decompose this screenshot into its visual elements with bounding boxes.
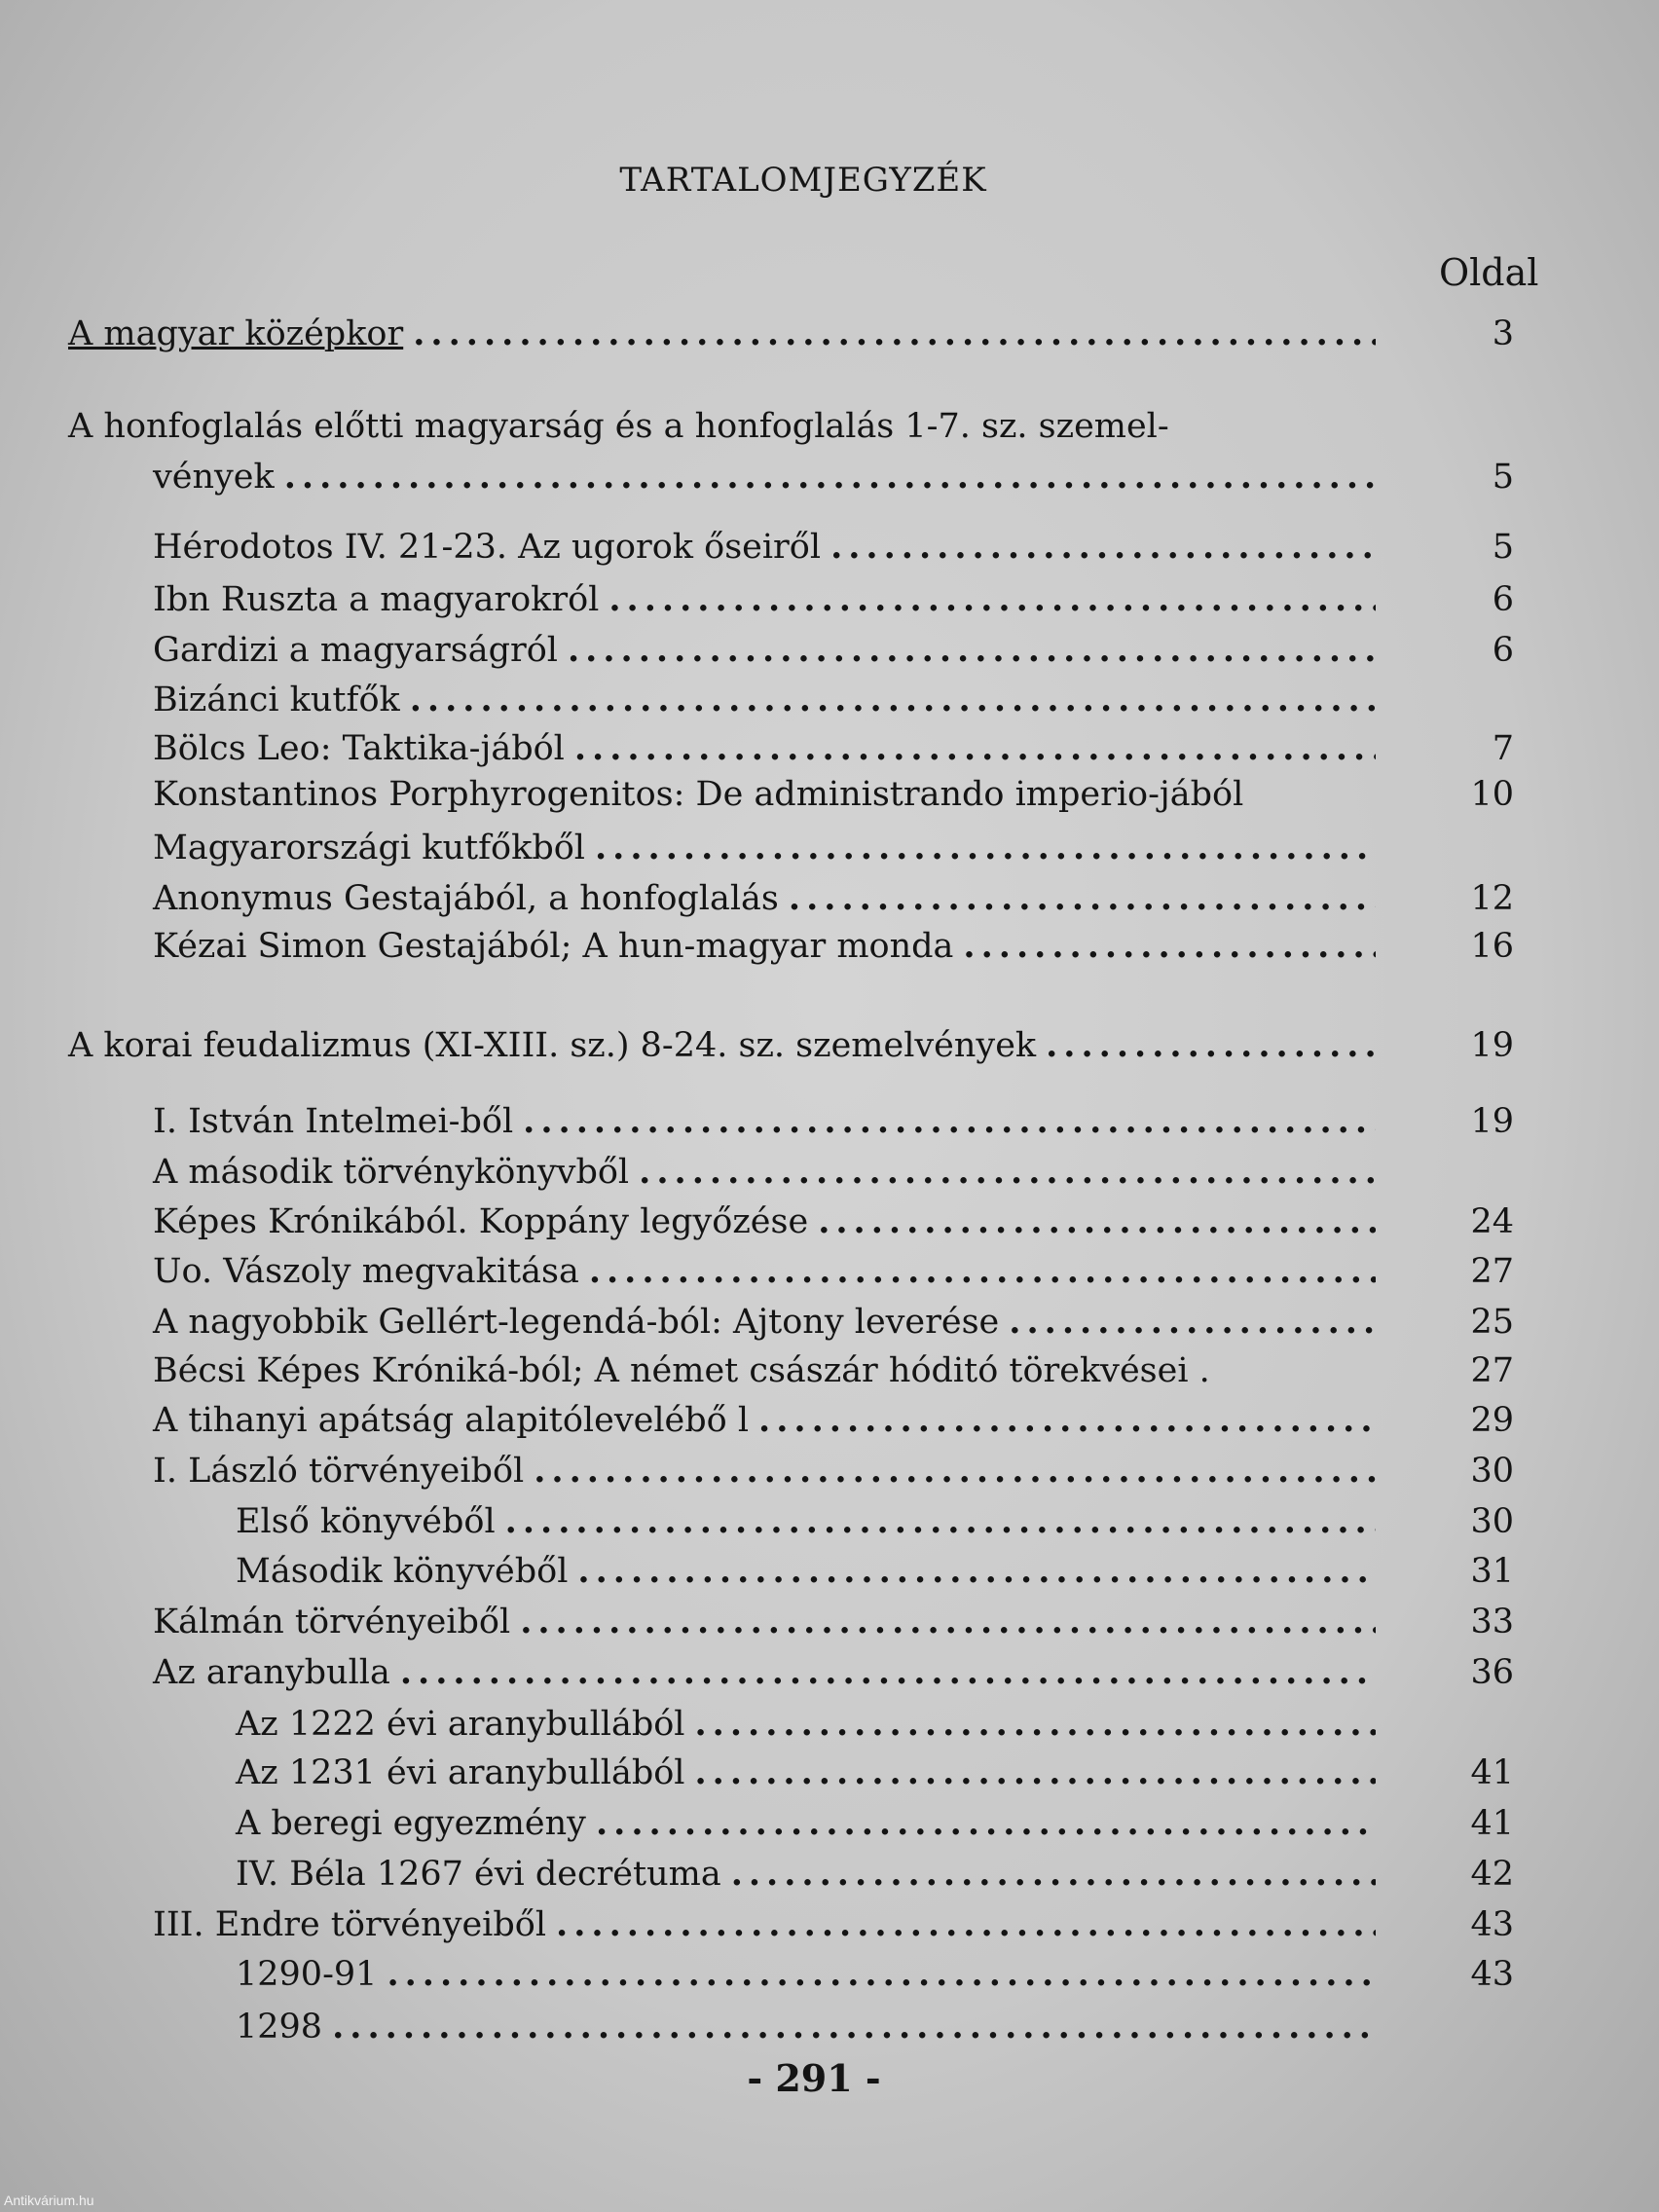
toc-entry: [153, 824, 1376, 872]
entry-page-number: 5: [1492, 528, 1514, 567]
entry-title: Gardizi a magyarságról: [153, 631, 558, 670]
entry-title: Az 1222 évi aranybullából: [236, 1705, 685, 1744]
entry-title: Az 1231 évi aranybullából: [236, 1753, 685, 1792]
entry-title: A magyar középkor: [68, 314, 404, 353]
toc-entry: [153, 626, 1376, 675]
entry-page-number: 42: [1470, 1855, 1514, 1894]
toc-entry: [68, 1021, 1376, 1070]
entry-title: Ibn Ruszta a magyarokról: [153, 580, 600, 619]
entry-title: Második könyvéből: [236, 1552, 569, 1591]
dot-leader: [574, 724, 1376, 773]
entry-title: Első könyvéből: [236, 1502, 496, 1541]
entry-page-number: 43: [1470, 1905, 1514, 1944]
toc-entry: [153, 1247, 1376, 1296]
page-number: - 291 -: [747, 2056, 881, 2100]
dot-leader: [577, 1547, 1376, 1596]
toc-entry: [153, 874, 1376, 923]
toc-entry: [153, 523, 1376, 571]
dot-leader: [963, 922, 1376, 971]
entry-page-number: 27: [1470, 1252, 1514, 1291]
dot-leader: [410, 676, 1376, 724]
entry-page-number: 27: [1470, 1351, 1514, 1390]
entry-title: A korai feudalizmus (XI-XIII. sz.) 8-24. sz. szemelvények: [68, 1026, 1037, 1065]
entry-page-number: 24: [1470, 1202, 1514, 1241]
toc-entry: [153, 1648, 1376, 1697]
entry-page-number: 30: [1470, 1502, 1514, 1541]
dot-leader: [534, 1447, 1376, 1495]
entry-page-number: 19: [1470, 1102, 1514, 1141]
toc-entry: [68, 310, 1376, 358]
dot-leader: [1046, 1021, 1376, 1070]
toc-entry: [153, 1346, 1210, 1395]
entry-title: Konstantinos Porphyrogenitos: De administrando imperio-jából: [153, 775, 1244, 814]
entry-title: Hérodotos IV. 21-23. Az ugorok őseiről: [153, 528, 822, 567]
entry-title: A honfoglalás előtti magyarság és a honfoglalás 1-7. sz. szemel-: [68, 407, 1169, 446]
dot-leader: [818, 1198, 1376, 1246]
dot-leader: [758, 1396, 1376, 1445]
entry-title: A tihanyi apátság alapitólevelébő l: [153, 1401, 750, 1440]
dot-leader: [596, 1799, 1376, 1848]
dot-leader: [731, 1850, 1376, 1899]
entry-title: 1298: [236, 2008, 323, 2046]
toc-entry: [153, 922, 1376, 971]
toc-entry: [153, 724, 1376, 773]
toc-entry: [236, 1850, 1376, 1899]
entry-page-number: 3: [1492, 314, 1514, 353]
entry-page-number: 25: [1470, 1303, 1514, 1342]
entry-page-number: 5: [1492, 458, 1514, 497]
dot-leader: [595, 824, 1376, 872]
toc-entry: [153, 1298, 1376, 1346]
toc-entry: [153, 1198, 1376, 1246]
entry-page-number: 33: [1470, 1603, 1514, 1641]
entry-page-number: 6: [1492, 580, 1514, 619]
entry-page-number: 10: [1470, 775, 1514, 814]
toc-entry: [153, 1097, 1376, 1146]
dot-leader: [695, 1700, 1377, 1749]
entry-page-number: 7: [1492, 729, 1514, 768]
page-title: TARTALOMJEGYZÉK: [619, 161, 987, 200]
entry-title: Bécsi Képes Króniká-ból; A német császár hóditó törekvései .: [153, 1351, 1210, 1390]
dot-leader: [830, 523, 1376, 571]
dot-leader: [568, 626, 1376, 675]
toc-entry: [153, 575, 1376, 624]
entry-title: vények: [153, 458, 275, 497]
entry-page-number: 12: [1470, 879, 1514, 918]
entry-page-number: 16: [1470, 927, 1514, 966]
entry-page-number: 19: [1470, 1026, 1514, 1065]
entry-title: A beregi egyezmény: [236, 1804, 586, 1843]
entry-title: Bizánci kutfők: [153, 681, 400, 719]
entry-title: IV. Béla 1267 évi decrétuma: [236, 1855, 721, 1894]
entry-page-number: 36: [1470, 1653, 1514, 1692]
dot-leader: [523, 1097, 1376, 1146]
dot-leader: [589, 1247, 1376, 1296]
toc-entry: [153, 1598, 1376, 1646]
dot-leader: [789, 874, 1376, 923]
entry-title: Bölcs Leo: Taktika-jából: [153, 729, 565, 768]
entry-title: Kálmán törvényeiből: [153, 1603, 511, 1641]
entry-title: A második törvénykönyvből: [153, 1153, 630, 1192]
entry-title: Uo. Vászoly megvakitása: [153, 1252, 579, 1291]
toc-entry: [153, 1148, 1376, 1197]
dot-leader: [639, 1148, 1376, 1197]
dot-leader: [1009, 1298, 1376, 1346]
toc-entry: [153, 1396, 1376, 1445]
toc-entry: [236, 1950, 1376, 1999]
entry-title: Kézai Simon Gestajából; A hun-magyar monda: [153, 927, 954, 966]
toc-entry: [236, 1547, 1376, 1596]
entry-page-number: 41: [1470, 1804, 1514, 1843]
toc-entry: [236, 1799, 1376, 1848]
dot-leader: [505, 1497, 1376, 1546]
toc-entry: [153, 1447, 1376, 1495]
dot-leader: [284, 453, 1376, 501]
entry-title: A nagyobbik Gellért-legendá-ból: Ajtony leverése: [153, 1303, 1000, 1342]
entry-title: 1290-91: [236, 1955, 378, 1994]
dot-leader: [387, 1950, 1376, 1999]
dot-leader: [413, 310, 1376, 358]
toc-entry: [236, 1700, 1376, 1749]
toc-entry: [153, 453, 1376, 501]
entry-title: Az aranybulla: [153, 1653, 390, 1692]
toc-entry: [153, 676, 1376, 724]
toc-entry: [236, 1749, 1376, 1797]
toc-entry: [236, 1497, 1376, 1546]
entry-page-number: 29: [1470, 1401, 1514, 1440]
entry-title: Képes Krónikából. Koppány legyőzése: [153, 1202, 809, 1241]
toc-entry: [153, 1900, 1376, 1949]
dot-leader: [400, 1648, 1376, 1697]
toc-entry: [68, 402, 1376, 451]
toc-entry: [236, 2003, 1376, 2051]
entry-title: Magyarországi kutfőkből: [153, 829, 585, 867]
entry-title: I. István Intelmei-ből: [153, 1102, 514, 1141]
entry-page-number: 43: [1470, 1955, 1514, 1994]
entry-page-number: 41: [1470, 1753, 1514, 1792]
entry-page-number: 6: [1492, 631, 1514, 670]
entry-page-number: 30: [1470, 1452, 1514, 1491]
dot-leader: [695, 1749, 1377, 1797]
entry-title: Anonymus Gestajából, a honfoglalás: [153, 879, 779, 918]
entry-title: I. László törvényeiből: [153, 1452, 525, 1491]
page-column-header: Oldal: [1439, 251, 1539, 294]
dot-leader: [332, 2003, 1376, 2051]
toc-entry: [153, 770, 1243, 819]
dot-leader: [608, 575, 1376, 624]
entry-page-number: 31: [1470, 1552, 1514, 1591]
dot-leader: [520, 1598, 1376, 1646]
dot-leader: [556, 1900, 1376, 1949]
watermark: Antikvárium.hu: [4, 2193, 94, 2208]
entry-title: III. Endre törvényeiből: [153, 1905, 547, 1944]
